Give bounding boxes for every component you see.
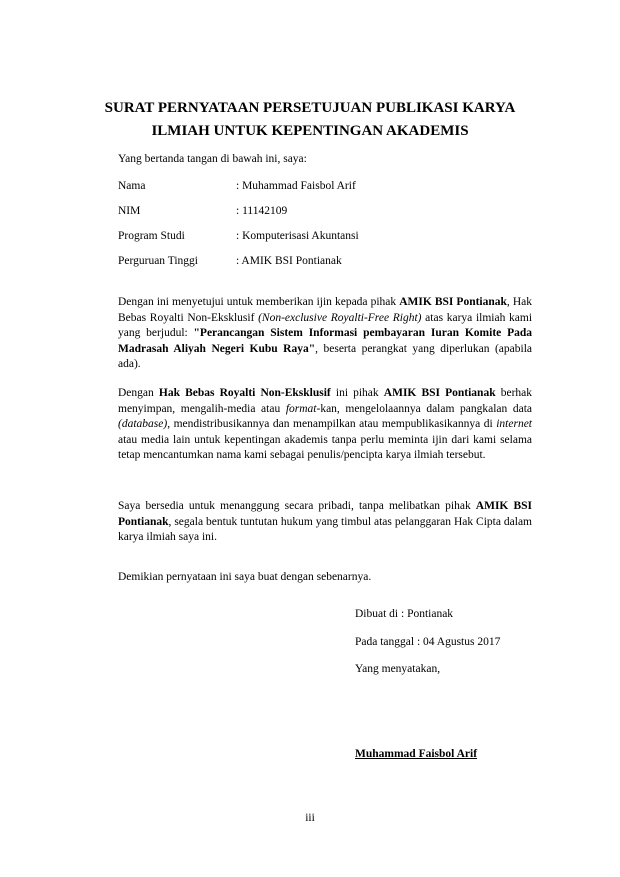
paragraph-liability: Saya bersedia untuk menanggung secara pribadi, tanpa melibatkan pihak AMIK BSI Pontianak, segala bentuk tuntutan hukum yang timbul atas pelanggaran Hak Cipta dalam karya ilmiah saya ini. bbox=[118, 500, 533, 544]
title-line-2: ILMIAH UNTUK KEPENTINGAN AKADEMIS bbox=[151, 123, 469, 139]
signature-place: Dibuat di : Pontianak bbox=[355, 608, 454, 620]
identity-value: : AMIK BSI Pontianak bbox=[236, 255, 342, 267]
closing-statement: Demikian pernyataan ini saya buat dengan sebenarnya. bbox=[118, 571, 372, 583]
signature-name: Muhammad Faisbol Arif bbox=[355, 748, 478, 760]
identity-label: NIM bbox=[118, 205, 141, 217]
intro-text: Yang bertanda tangan di bawah ini, saya: bbox=[118, 153, 307, 165]
page-number: iii bbox=[305, 812, 315, 824]
identity-value: : Komputerisasi Akuntansi bbox=[236, 230, 359, 242]
identity-label: Perguruan Tinggi bbox=[118, 255, 198, 267]
paragraph-rights: Dengan Hak Bebas Royalti Non-Eksklusif ini pihak AMIK BSI Pontianak berhak menyimpan, mengalih-media atau format-kan, mengelolaannya dalam pangkalan data (database), mendistribusikannya dan menampilkan atau mempublikasikannya di internet atau media lain untuk kepentingan akademis tanpa perlu meminta ijin dari kami selama tetap mencantumkan nama kami sebagai penulis/pencipta karya ilmiah tersebut. bbox=[118, 387, 533, 462]
identity-value: : Muhammad Faisbol Arif bbox=[236, 180, 356, 192]
page-title bbox=[0, 97, 620, 143]
signature-date: Pada tanggal : 04 Agustus 2017 bbox=[355, 636, 501, 648]
signature-declarer: Yang menyatakan, bbox=[355, 663, 441, 675]
identity-label: Program Studi bbox=[118, 230, 185, 242]
identity-label: Nama bbox=[118, 180, 146, 192]
title-line-1: SURAT PERNYATAAN PERSETUJUAN PUBLIKASI KARYA bbox=[104, 100, 516, 116]
identity-value: : 11142109 bbox=[236, 205, 288, 217]
paragraph-permission: Dengan ini menyetujui untuk memberikan ijin kepada pihak AMIK BSI Pontianak, Hak Bebas Royalti Non-Eksklusif (Non-exclusive Royalti-Free Right) atas karya ilmiah kami yang berjudul: "Perancangan Sistem Informasi pembayaran Iuran Komite Pada Madrasah Aliyah Negeri Kubu Raya", beserta perangkat yang diperlukan (apabila ada). bbox=[118, 296, 533, 371]
